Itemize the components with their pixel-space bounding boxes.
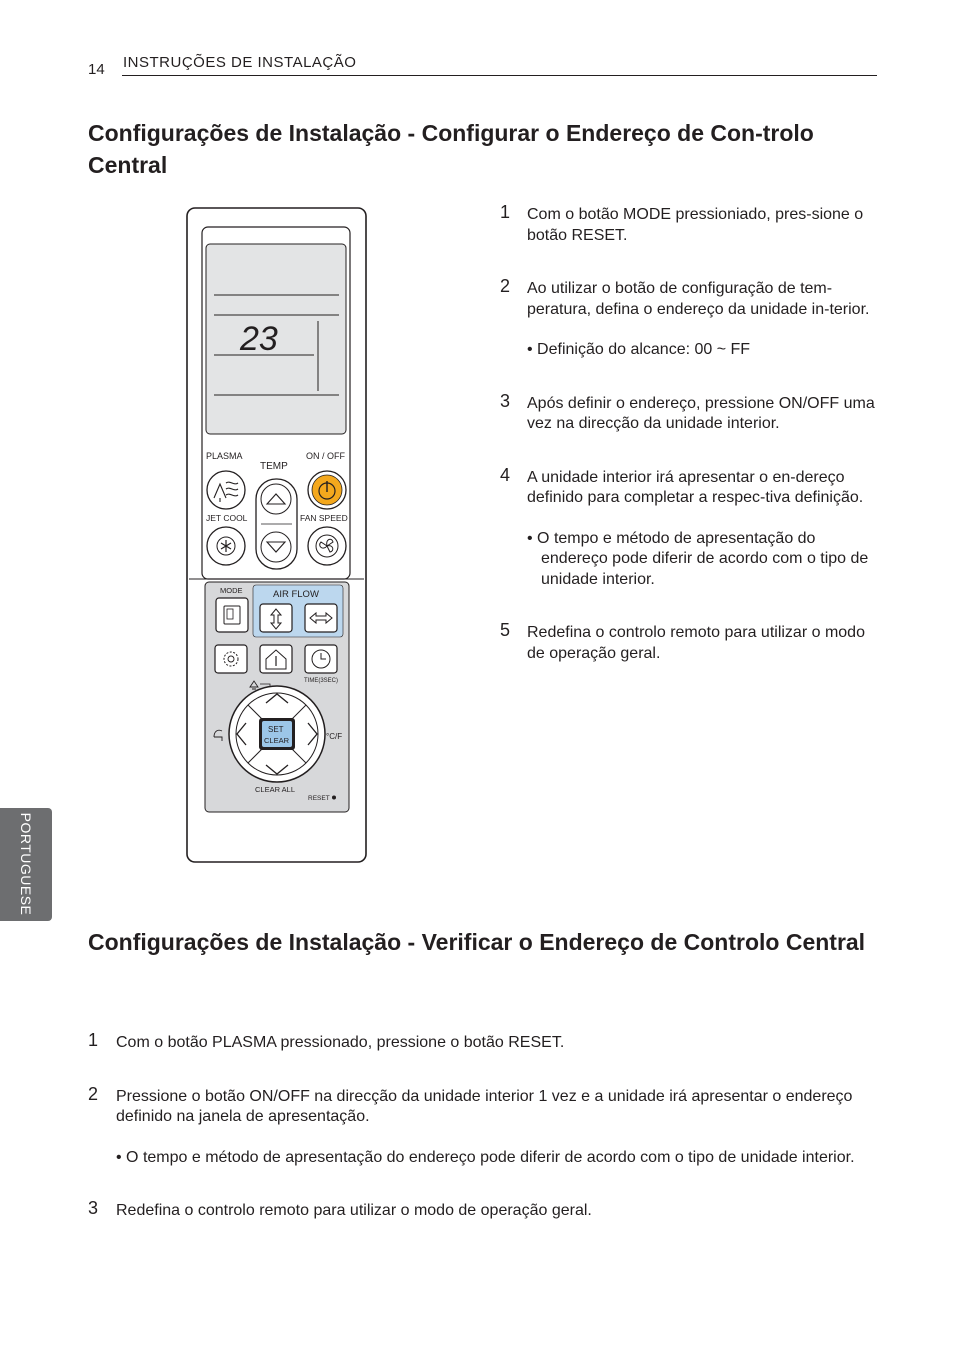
- step-text: A unidade interior irá apresentar o en-dereço definido para completar a respec-tiva definição.: [527, 468, 864, 506]
- time-label: TIME(3SEC): [304, 678, 339, 684]
- set-clear-button[interactable]: [259, 718, 295, 750]
- language-tab: [0, 808, 52, 921]
- step-item: [500, 390, 880, 435]
- onoff-label: ON / OFF: [306, 451, 345, 461]
- page-number: 14: [88, 61, 105, 78]
- temp-rocker[interactable]: [256, 479, 297, 569]
- step-text: Redefina o controlo remoto para utilizar o modo de operação geral.: [527, 624, 865, 662]
- section1-steps: [500, 202, 880, 664]
- room-temp-button[interactable]: [260, 645, 292, 673]
- fanspeed-button[interactable]: [308, 527, 346, 565]
- mode-label: MODE: [220, 586, 243, 595]
- airflow-horizontal-button[interactable]: [305, 604, 337, 632]
- jetcool-button[interactable]: [207, 527, 245, 565]
- timer-button[interactable]: [305, 645, 337, 673]
- step-number: 3: [88, 1198, 99, 1218]
- fanspeed-label: FAN SPEED: [300, 513, 348, 523]
- step-text: Com o botão MODE pressioniado, pres-sione o botão RESET.: [527, 206, 864, 244]
- step-number: 3: [500, 390, 511, 411]
- plasma-button[interactable]: [207, 471, 245, 509]
- airflow-vertical-button[interactable]: [260, 604, 292, 632]
- set-label: SET: [268, 725, 284, 734]
- section1-title: Configurações de Instalação - Configurar o Endereço de Con-trolo Central: [88, 120, 814, 178]
- display-digits: 23: [240, 320, 278, 358]
- step-number: 1: [500, 202, 511, 222]
- reset-button[interactable]: [332, 796, 336, 800]
- temp-label: TEMP: [260, 461, 288, 472]
- step-text: Pressione o botão ON/OFF na direcção da unidade interior 1 vez e a unidade irá apresentar o endereço definido na janela de apresentação.: [116, 1087, 853, 1125]
- jetcool-label: JET COOL: [206, 513, 248, 523]
- step-number: 5: [500, 620, 511, 640]
- section2-title: Configurações de Instalação - Verificar o Endereço de Controlo Central: [88, 929, 866, 955]
- airflow-label: AIR FLOW: [273, 589, 319, 600]
- step-number: 1: [88, 1030, 99, 1050]
- step-bullet: • O tempo e método de apresentação do endereço pode diferir de acordo com o tipo de unidade interior.: [527, 529, 869, 588]
- section-header: INSTRUÇÕES DE INSTALAÇÃO: [123, 54, 357, 71]
- clear-label: CLEAR: [264, 736, 290, 745]
- step-bullet: • Definição do alcance: 00 ~ FF: [527, 341, 751, 358]
- section2-steps: [88, 1030, 878, 1222]
- header-divider: [122, 75, 877, 76]
- step-number: 2: [88, 1083, 99, 1104]
- settings-button[interactable]: [215, 645, 247, 673]
- mode-button[interactable]: [216, 598, 248, 632]
- step-bullet: • O tempo e método de apresentação do endereço pode diferir de acordo com o tipo de unidade interior.: [116, 1148, 855, 1166]
- step-item: [500, 464, 880, 591]
- step-item: [88, 1198, 878, 1222]
- step-item: [88, 1030, 878, 1054]
- language-tab-label: PORTUGUESE: [18, 812, 34, 916]
- step-text: Redefina o controlo remoto para utilizar o modo de operação geral.: [116, 1202, 592, 1219]
- step-item: [500, 276, 880, 361]
- plasma-label: PLASMA: [206, 451, 243, 461]
- step-item: [500, 202, 880, 246]
- cf-label: °C/F: [326, 732, 343, 741]
- step-text: Ao utilizar o botão de configuração de tem-peratura, defina o endereço da unidade in-terior.: [527, 280, 870, 318]
- temp-up-button[interactable]: [261, 484, 291, 514]
- reset-label: RESET: [308, 795, 330, 802]
- step-text: Com o botão PLASMA pressionado, pressione o botão RESET.: [116, 1034, 565, 1051]
- temp-down-button[interactable]: [261, 532, 291, 562]
- remote-control-illustration: [186, 207, 368, 865]
- onoff-button[interactable]: [308, 471, 346, 509]
- step-number: 2: [500, 276, 511, 296]
- step-number: 4: [500, 464, 511, 485]
- step-item: [88, 1083, 878, 1169]
- clearall-label: CLEAR ALL: [255, 785, 296, 794]
- step-text: Após definir o endereço, pressione ON/OFF uma vez na direcção da unidade interior.: [527, 394, 875, 432]
- step-item: [500, 620, 880, 664]
